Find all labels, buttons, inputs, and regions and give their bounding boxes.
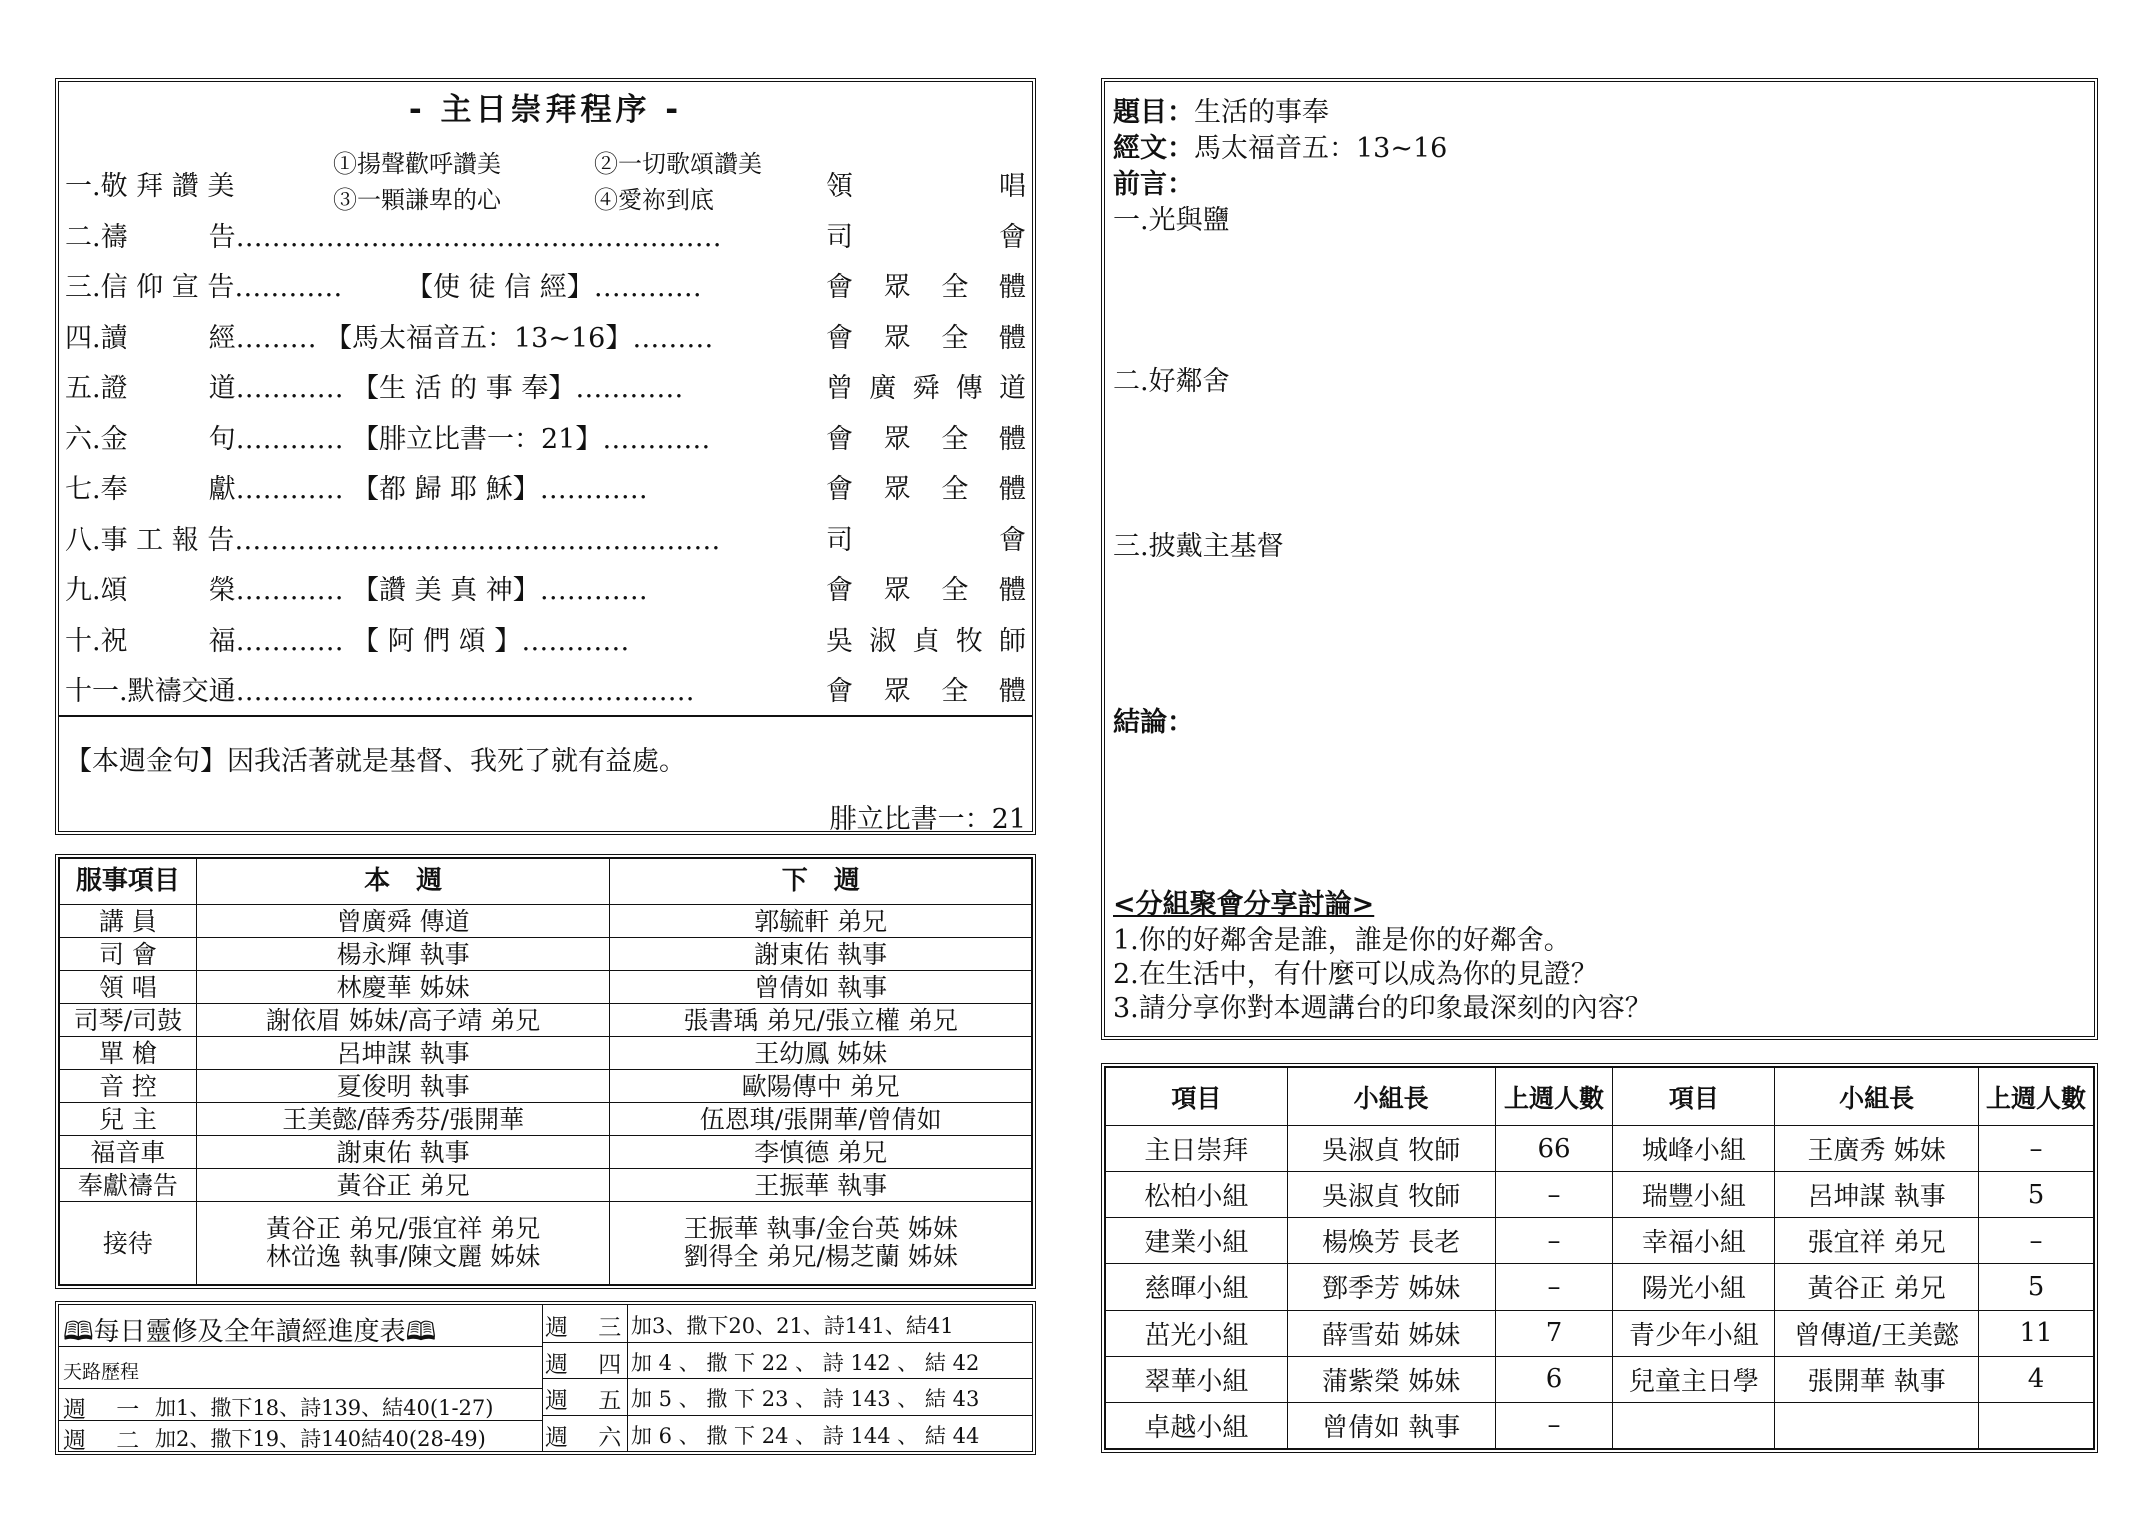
role-cell: 接待 [60,1202,197,1285]
next-week-cell: 王振華 執事 [610,1169,1032,1202]
group-name: 瑞豐小組 [1613,1172,1775,1218]
reading-subtitle: 天路歷程 [63,1361,140,1383]
next-week-cell: 曾倩如 執事 [610,971,1032,1004]
program-item-leader: 會 眾 全 體 [826,272,1026,303]
service-row [60,971,1032,1004]
worship-program [55,78,1036,835]
reading-day: 週 六 [545,1424,622,1451]
group-name: 青少年小組 [1613,1310,1775,1356]
divider [543,1415,1032,1416]
point-2: 二.好鄰舍 [1113,366,1230,397]
group-count: – [1979,1126,2094,1172]
program-item-leader: 吳 淑 貞 牧 師 [826,625,1026,657]
next-week-cell [610,1202,1032,1285]
group-leader: 黃谷正 弟兄 [1775,1264,1979,1310]
reading-title [63,1311,436,1357]
role-cell: 奉獻禱告 [60,1169,197,1202]
sermon-topic [1113,90,1329,129]
program-item-leader: 曾 廣 舜 傳 道 [826,373,1026,404]
program-item-detail: 【讚 美 真 神】………… [352,575,648,606]
group-row [1106,1172,2094,1218]
book-icon: 🕮 [405,1317,437,1347]
header-item: 項目 [1613,1068,1775,1126]
group-name: 城峰小組 [1613,1126,1775,1172]
intro-label [1113,162,1194,201]
program-item [65,215,1026,255]
group-name: 松柏小組 [1106,1172,1288,1218]
program-item [65,568,1026,608]
group-count: 66 [1495,1126,1613,1172]
this-week-cell: 黃谷正 弟兄 [196,1169,610,1202]
next-week-cell: 李慎德 弟兄 [610,1136,1032,1169]
group-name: 茁光小組 [1106,1310,1288,1356]
group-row [1106,1402,2094,1448]
program-item-leader: 司 會 [826,221,1026,253]
program-item-detail: 【使 徒 信 經】………… [406,272,702,303]
group-count: 7 [1495,1310,1613,1356]
role-cell: 兒 主 [60,1103,197,1136]
divider [543,1378,1032,1379]
group-name: 主日崇拜 [1106,1126,1288,1172]
program-item [65,366,1026,406]
group-count: – [1495,1218,1613,1264]
divider [59,1388,542,1389]
this-week-cell: 謝東佑 執事 [196,1136,610,1169]
question-1: 1.你的好鄰舍是誰，誰是你的好鄰舍。 [1113,925,1571,956]
service-row [60,1202,1032,1285]
program-item [65,316,1026,356]
reading-plan [55,1301,1036,1455]
verse-reference: 腓立比書一：21 [829,804,1026,835]
program-item-label: 八.事 工 報 告……………………………………………… [65,524,721,556]
group-name: 兒童主日學 [1613,1356,1775,1402]
group-count: – [1495,1172,1613,1218]
header-leader: 小組長 [1775,1068,1979,1126]
reading-title-text: 每日靈修及全年讀經進度表 [93,1317,406,1347]
service-row [60,1070,1032,1103]
program-item-label: 七.奉 獻………… [65,474,344,505]
reading-day: 週 三 [545,1315,622,1341]
reading-day: 週 四 [545,1351,622,1378]
program-item-label: 十.祝 福………… [65,625,344,657]
program-item [65,417,1026,457]
topic-label: 題目： [1113,97,1194,128]
header-role: 服事項目 [60,859,197,905]
group-count: 5 [1979,1264,2094,1310]
option-3: ③一顆謙卑的心 [333,186,501,214]
reading-day: 週 二 [63,1428,140,1454]
point-3: 三.披戴主基督 [1113,531,1284,562]
group-leader [1775,1402,1979,1448]
group-row [1106,1126,2094,1172]
group-table [1105,1067,2094,1449]
group-name [1613,1402,1775,1448]
reading-text: 加 4 、 撒 下 22 、 詩 142 、 結 42 [631,1350,980,1375]
divider [627,1305,628,1451]
group-row [1106,1264,2094,1310]
header-count: 上週人數 [1495,1068,1613,1126]
reception-line: 劉得全 弟兄/楊芝蘭 姊妹 [683,1242,958,1271]
reading-right [543,1305,1032,1451]
topic-value: 生活的事奉 [1194,97,1329,128]
next-week-cell: 伍恩琪/張開華/曾倩如 [610,1103,1032,1136]
program-item-label: 九.頌 榮………… [65,575,344,606]
reception-line: 林峃逸 執事/陳文麗 姊妹 [265,1242,541,1271]
scripture-label: 經文： [1113,133,1194,164]
role-cell: 司琴/司鼓 [60,1004,197,1037]
service-row [60,905,1032,938]
program-title: - 主日崇拜程序 - [408,92,683,128]
program-item-leader: 會 眾 全 體 [826,322,1026,354]
header-item: 項目 [1106,1068,1288,1126]
reading-day: 週 一 [63,1397,140,1423]
divider [59,1420,542,1421]
question-3: 3.請分享你對本週講台的印象最深刻的內容？ [1113,993,1652,1024]
group-name: 陽光小組 [1613,1264,1775,1310]
group-leader: 曾傳道/王美懿 [1775,1310,1979,1356]
program-item [65,669,1026,709]
program-item-leader: 領 唱 [826,171,1026,202]
reading-text: 加1、撒下18、詩139、結40(1-27) [155,1396,494,1420]
reception-line: 黃谷正 弟兄/張宜祥 弟兄 [265,1214,541,1243]
program-item-detail: 【 阿 們 頌 】………… [352,625,630,657]
service-table [59,858,1032,1285]
group-row [1106,1218,2094,1264]
group-leader: 王廣秀 姊妹 [1775,1126,1979,1172]
program-item-label: 五.證 道………… [65,373,344,404]
group-count: – [1495,1402,1613,1448]
program-item [65,467,1026,507]
group-count: – [1979,1218,2094,1264]
group-count: – [1495,1264,1613,1310]
group-name: 幸福小組 [1613,1218,1775,1264]
program-item-label: 二.禱 告……………………………………………… [65,221,722,253]
reading-left [59,1305,543,1454]
group-leader: 張開華 執事 [1775,1356,1979,1402]
discussion-title-text: <分組聚會分享討論> [1113,889,1375,920]
this-week-cell: 謝依眉 姊妹/高子靖 弟兄 [196,1004,610,1037]
group-leader: 楊煥芳 長老 [1287,1218,1495,1264]
group-leader: 薛雪茹 姊妹 [1287,1310,1495,1356]
group-count: 4 [1979,1356,2094,1402]
program-item-label: 一.敬 拜 讚 美 [65,171,235,202]
service-row [60,1103,1032,1136]
service-row [60,1136,1032,1169]
header-leader: 小組長 [1287,1068,1495,1126]
option-4: ④愛祢到底 [594,186,714,214]
conclusion-label [1113,700,1194,739]
group-leader: 呂坤謀 執事 [1775,1172,1979,1218]
role-cell: 單 槍 [60,1037,197,1070]
role-cell: 領 唱 [60,971,197,1004]
program-item-leader: 會 眾 全 體 [826,676,1026,707]
header-this-week: 本 週 [196,859,610,905]
role-cell: 音 控 [60,1070,197,1103]
group-leader: 曾倩如 執事 [1287,1402,1495,1448]
program-item-leader: 會 眾 全 體 [826,474,1026,505]
service-row [60,938,1032,971]
option-1: ①揚聲歡呼讚美 [333,150,501,178]
service-row [60,1037,1032,1070]
this-week-cell: 呂坤謀 執事 [196,1037,610,1070]
this-week-cell: 夏俊明 執事 [196,1070,610,1103]
service-row [60,1004,1032,1037]
role-cell: 福音車 [60,1136,197,1169]
program-item-label: 四.讀 經……… [65,322,317,354]
program-item [65,518,1026,558]
sermon-notes [1101,78,2098,1040]
program-item-label: 六.金 句………… [65,423,344,455]
program-item-leader: 會 眾 全 體 [826,423,1026,455]
program-item-detail: 【都 歸 耶 穌】………… [352,474,648,505]
program-item-leader: 會 眾 全 體 [826,575,1026,606]
divider [59,715,1032,717]
group-attendance [1101,1063,2098,1453]
group-count: 6 [1495,1356,1613,1402]
next-week-cell: 歐陽傳中 弟兄 [610,1070,1032,1103]
divider [59,1346,542,1347]
group-name: 翠華小組 [1106,1356,1288,1402]
group-name: 建業小組 [1106,1218,1288,1264]
reading-day: 週 五 [545,1388,622,1414]
question-2: 2.在生活中，有什麼可以成為你的見證？ [1113,959,1598,990]
reception-line: 王振華 執事/金台英 姊妹 [683,1214,958,1243]
next-week-cell: 王幼鳳 姊妹 [610,1037,1032,1070]
reading-text: 加 6 、 撒 下 24 、 詩 144 、 結 44 [631,1423,980,1448]
option-2: ②一切歌頌讚美 [594,150,762,178]
next-week-cell: 郭毓軒 弟兄 [610,905,1032,938]
conclusion-label-text: 結論： [1113,707,1194,738]
group-leader: 蒲紫榮 姊妹 [1287,1356,1495,1402]
group-count: 11 [1979,1310,2094,1356]
group-leader: 鄧季芳 姊妹 [1287,1264,1495,1310]
this-week-cell [196,1202,610,1285]
book-icon: 🕮 [63,1317,94,1347]
group-leader: 張宜祥 弟兄 [1775,1218,1979,1264]
group-count: 5 [1979,1172,2094,1218]
sermon-scripture [1113,126,1447,165]
program-item [65,265,1026,305]
next-week-cell: 謝東佑 執事 [610,938,1032,971]
weekly-verse: 【本週金句】因我活著就是基督、我死了就有益處。 [65,746,686,777]
program-item-label: 三.信 仰 宣 告………… [65,272,343,303]
this-week-cell: 楊永輝 執事 [196,938,610,971]
reading-text: 加 5 、 撒 下 23 、 詩 143 、 結 43 [631,1387,980,1411]
group-row [1106,1310,2094,1356]
role-cell: 司 會 [60,938,197,971]
this-week-cell: 曾廣舜 傳道 [196,905,610,938]
this-week-cell: 林慶華 姊妹 [196,971,610,1004]
group-count [1979,1402,2094,1448]
discussion-title [1113,882,1374,921]
group-row [1106,1356,2094,1402]
program-item-detail: 【生 活 的 事 奉】………… [352,373,684,404]
role-cell: 講 員 [60,905,197,938]
group-leader: 吳淑貞 牧師 [1287,1126,1495,1172]
group-name: 慈暉小組 [1106,1264,1288,1310]
service-roster [55,854,1036,1289]
header-next-week: 下 週 [610,859,1032,905]
program-item-detail: 【腓立比書一：21】………… [352,423,711,455]
program-item-label: 十一.默禱交通…………………………………………… [65,676,695,707]
program-item [65,164,1026,204]
service-row [60,1169,1032,1202]
this-week-cell: 王美懿/薛秀芬/張開華 [196,1103,610,1136]
group-leader: 吳淑貞 牧師 [1287,1172,1495,1218]
reading-text: 加3、撒下20、21、詩141、結41 [631,1314,954,1338]
program-item [65,619,1026,659]
program-item-detail: 【馬太福音五：13~16】……… [325,322,714,354]
next-week-cell: 張書瑀 弟兄/張立權 弟兄 [610,1004,1032,1037]
divider [543,1342,1032,1343]
scripture-value: 馬太福音五：13~16 [1194,133,1448,164]
intro-label-text: 前言： [1113,169,1194,200]
reading-text: 加2、撒下19、詩140結40(28-49) [155,1427,486,1451]
group-name: 卓越小組 [1106,1402,1288,1448]
header-count: 上週人數 [1979,1068,2094,1126]
point-1: 一.光與鹽 [1113,205,1230,236]
program-item-leader: 司 會 [826,524,1026,556]
